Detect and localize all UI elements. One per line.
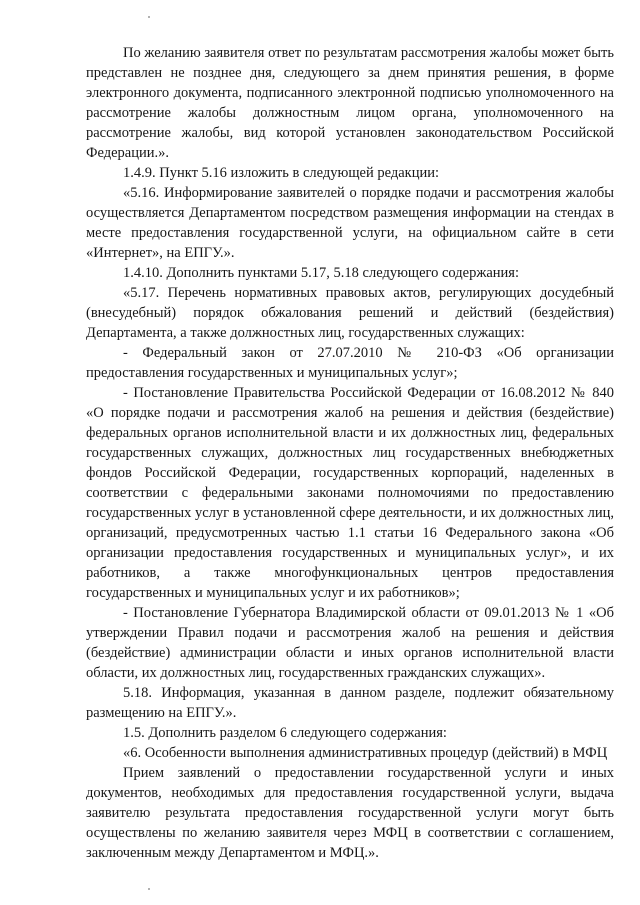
paragraph-federal-law-210: - Федеральный закон от 27.07.2010 № 210-ФЗ «Об организации предоставления государственных и муниципальных услуг»;: [86, 345, 614, 381]
scan-speck: [148, 888, 150, 890]
document-body: [86, 43, 614, 863]
paragraph-mfc-procedures: Прием заявлений о предоставлении государственной услуги и иных документов, необходимых для предоставления государственной услуги, выдача заявителю результата предоставления государственной услуги могут быть осуществлены по желанию заявителя через МФЦ в соответствии с соглашением, заключенным между Департаментом и МФЦ.».: [86, 765, 614, 861]
paragraph-clause-5-18: 5.18. Информация, указанная в данном разделе, подлежит обязательному размещению на ЕПГУ.».: [86, 685, 614, 721]
paragraph-clause-5-16: «5.16. Информирование заявителей о порядке подачи и рассмотрения жалобы осуществляется Департаментом посредством размещения информации на стендах в месте предоставления государственной услуги, на официальном сайте в сети «Интернет», на ЕПГУ.».: [86, 185, 614, 261]
paragraph-complaint-answer-form: По желанию заявителя ответ по результатам рассмотрения жалобы может быть представлен не позднее дня, следующего за днем принятия решения, в форме электронного документа, подписанного электронной подписью уполномоченного на рассмотрение жалобы должностным лицом органа, уполномоченного на рассмотрение жалобы, вид которой установлен законодательством Российской Федерации.».: [86, 45, 614, 161]
section-6-heading: «6. Особенности выполнения административных процедур (действий) в МФЦ: [123, 745, 608, 761]
paragraph-item-1-4-9: 1.4.9. Пункт 5.16 изложить в следующей редакции:: [123, 165, 440, 181]
paragraph-governor-decree-1: - Постановление Губернатора Владимирской области от 09.01.2013 № 1 «Об утверждении Правил подачи и рассмотрения жалоб на решения и действия (бездействие) администрации области и иных органов исполнительной власти области, их должностных лиц, государственных гражданских служащих».: [86, 605, 614, 681]
paragraph-item-1-5: 1.5. Дополнить разделом 6 следующего содержания:: [123, 725, 447, 741]
scan-speck: [148, 16, 150, 18]
paragraph-item-1-4-10: 1.4.10. Дополнить пунктами 5.17, 5.18 следующего содержания:: [123, 265, 519, 281]
paragraph-government-decree-840: - Постановление Правительства Российской Федерации от 16.08.2012 № 840 «О порядке подачи и рассмотрения жалоб на решения и действия (бездействие) федеральных органов исполнительной власти и их должностных лиц, федеральных государственных служащих, должностных лиц государственных внебюджетных фондов Российской Федерации, государственных корпораций, наделенных в соответствии с федеральными законами полномочиями по предоставлению государственных услуг в установленной сфере деятельности, и их должностных лиц, организаций, предусмотренных частью 1.1 статьи 16 Федерального закона «Об организации предоставления государственных и муниципальных услуг», и их работников, а также многофункциональных центров предоставления государственных и муниципальных услуг и их работников»;: [86, 385, 614, 601]
paragraph-clause-5-17: «5.17. Перечень нормативных правовых актов, регулирующих досудебный (внесудебный) порядок обжалования решений и действий (бездействия) Департамента, а также должностных лиц, государственных служащих:: [86, 285, 614, 341]
